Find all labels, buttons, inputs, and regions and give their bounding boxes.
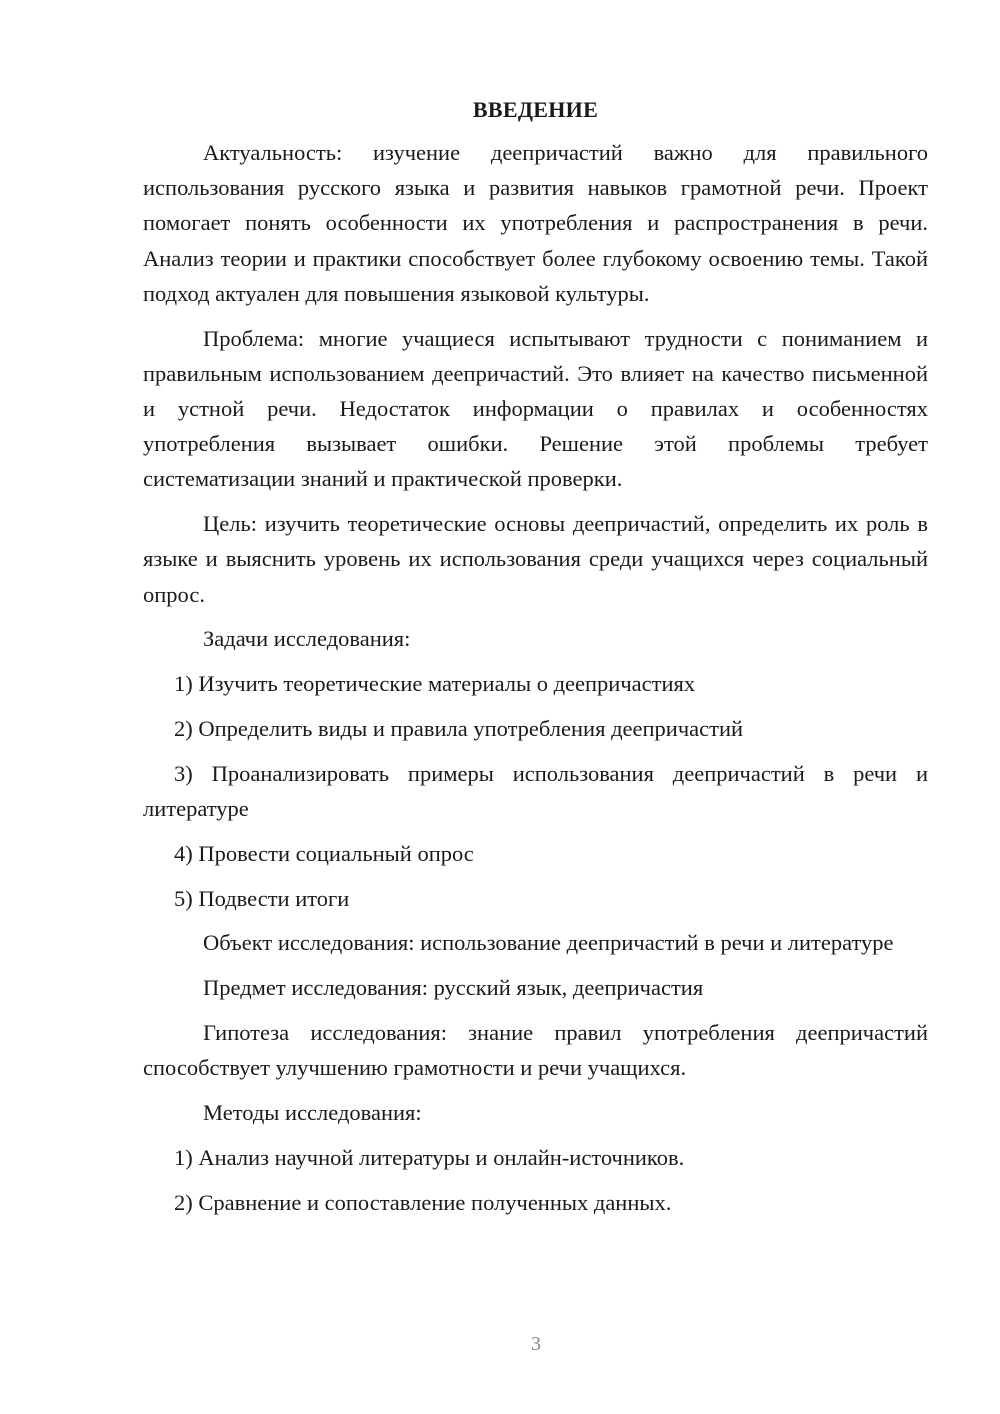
relevance-paragraph: Актуальность: изучение деепричастий важно для правильного использования русского языка и развития навыков грамотной речи. Проект помогает понять особенности их употребления и распространения в речи. Анализ теории и практики способствует более глубокому освоению темы. Такой подход актуален для повышения языковой культуры.	[143, 140, 928, 306]
hypothesis-paragraph: Гипотеза исследования: знание правил употребления деепричастий способствует улучшению грамотности и речи учащихся.	[143, 1020, 928, 1081]
methods-heading: Методы исследования:	[203, 1100, 422, 1125]
method-item: 2) Сравнение и сопоставление полученных данных.	[174, 1189, 672, 1215]
page-number: 3	[531, 1333, 541, 1355]
task-item: 5) Подвести итоги	[174, 885, 350, 911]
page-title: ВВЕДЕНИЕ	[472, 97, 599, 122]
task-item: 1) Изучить теоретические материалы о деепричастиях	[174, 671, 696, 697]
subject-paragraph: Предмет исследования: русский язык, деепричастия	[203, 975, 704, 1001]
object-paragraph: Объект исследования: использование деепричастий в речи и литературе	[203, 930, 894, 956]
task-item: 3) Проанализировать примеры использования деепричастий в речи и литературе	[143, 760, 928, 822]
goal-paragraph: Цель: изучить теоретические основы деепричастий, определить их роль в языке и выяснить уровень их использования среди учащихся через социальный опрос.	[143, 511, 928, 607]
task-item: 4) Провести социальный опрос	[174, 840, 474, 866]
tasks-heading: Задачи исследования:	[203, 626, 411, 652]
task-item: 2) Определить виды и правила употребления деепричастий	[174, 716, 744, 742]
problem-paragraph: Проблема: многие учащиеся испытывают трудности с пониманием и правильным использованием деепричастий. Это влияет на качество письменной и устной речи. Недостаток информации о правилах и особенностях употребления вызывает ошибки. Решение этой проблемы требует систематизации знаний и практической проверки.	[143, 325, 928, 492]
method-item: 1) Анализ научной литературы и онлайн-источников.	[174, 1144, 685, 1170]
document-page	[143, 93, 928, 1229]
